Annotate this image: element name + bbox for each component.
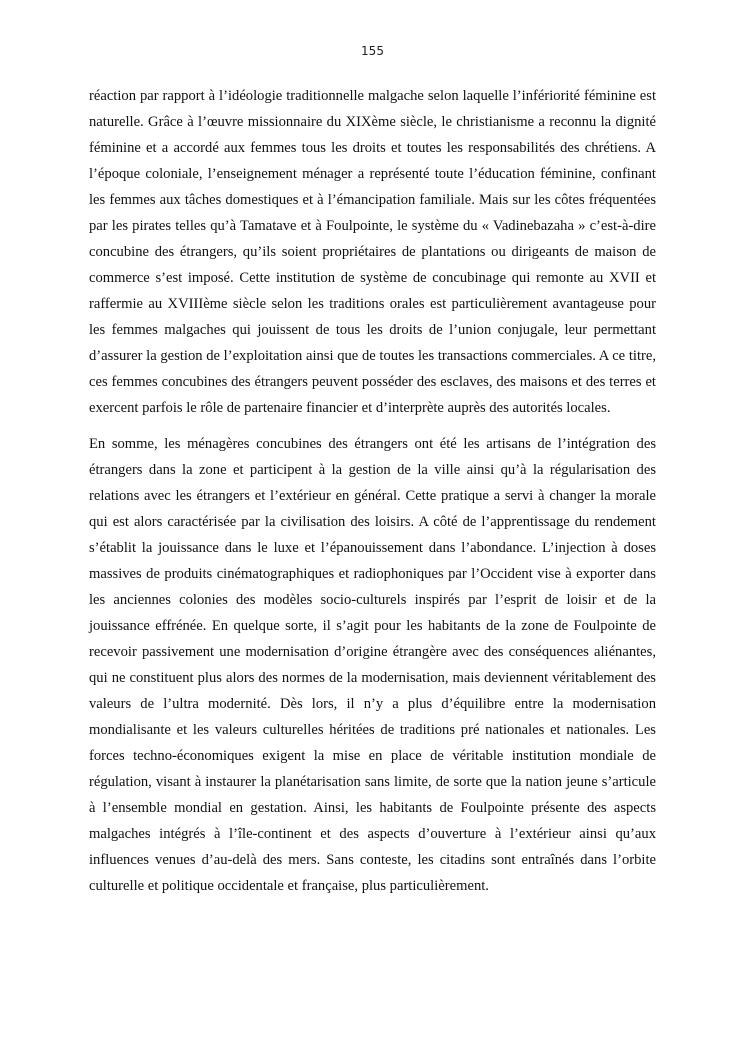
body-text [89,83,656,899]
paragraph-1: réaction par rapport à l’idéologie traditionnelle malgache selon laquelle l’infériorité féminine est naturelle. Grâce à l’œuvre missionnaire du XIXème siècle, le christianisme a reconnu la dignité féminine et a accordé aux femmes tous les droits et toutes les responsabilités des chrétiens. A l’époque coloniale, l’enseignement ménager a représenté toute l’éducation féminine, confinant les femmes aux tâches domestiques et à l’émancipation familiale. Mais sur les côtes fréquentées par les pirates telles qu’à Tamatave et à Foulpointe, le système du « Vadinebazaha » c’est-à-dire concubine des étrangers, qu’ils soient propriétaires de plantations ou dirigeants de maison de commerce s’est imposé. Cette institution de système de concubinage qui remonte au XVII et raffermie au XVIIIème siècle selon les traditions orales est particulièrement avantageuse pour les femmes malgaches qui jouissent de tous les droits de l’union conjugale, leur permettant d’assurer la gestion de l’exploitation ainsi que de toutes les transactions commerciales. A ce titre, ces femmes concubines des étrangers peuvent posséder des esclaves, des maisons et des terres et exercent parfois le rôle de partenaire financier et d’interprète auprès des autorités locales. [89,88,656,416]
paragraph-2: En somme, les ménagères concubines des étrangers ont été les artisans de l’intégration des étrangers dans la zone et participent à la gestion de la ville ainsi qu’à la régularisation des relations avec les étrangers et l’extérieur en général. Cette pratique a servi à changer la morale qui est alors caractérisée par la civilisation des loisirs. A côté de l’apprentissage du rendement s’établit la jouissance dans le luxe et l’épanouissement dans l’abondance. L’injection à doses massives de produits cinématographiques et radiophoniques par l’Occident vise à exporter dans les anciennes colonies des modèles socio-culturels inspirés par l’esprit de loisir et de la jouissance effrénée. En quelque sorte, il s’agit pour les habitants de la zone de Foulpointe de recevoir passivement une modernisation d’origine étrangère avec des conséquences aliénantes, qui ne constituent plus alors des normes de la modernisation, mais deviennent véritablement des valeurs de l’ultra modernité. Dès lors, il n’y a plus d’équilibre entre la modernisation mondialisante et les valeurs culturelles héritées de traditions pré nationales et nationales. Les forces techno-économiques exigent la mise en place de véritable institution mondiale de régulation, visant à instaurer la planétarisation sans limite, de sorte que la nation jeune s’articule à l’ensemble mondial en gestation. Ainsi, les habitants de Foulpointe présente des aspects malgaches intégrés à l’île-continent et des aspects d’ouverture à l’extérieur ainsi qu’aux influences venues d’au-delà des mers. Sans conteste, les citadins sont entraînés dans l’orbite culturelle et politique occidentale et française, plus particulièrement. [89,436,656,894]
page-number: 155 [361,44,384,58]
